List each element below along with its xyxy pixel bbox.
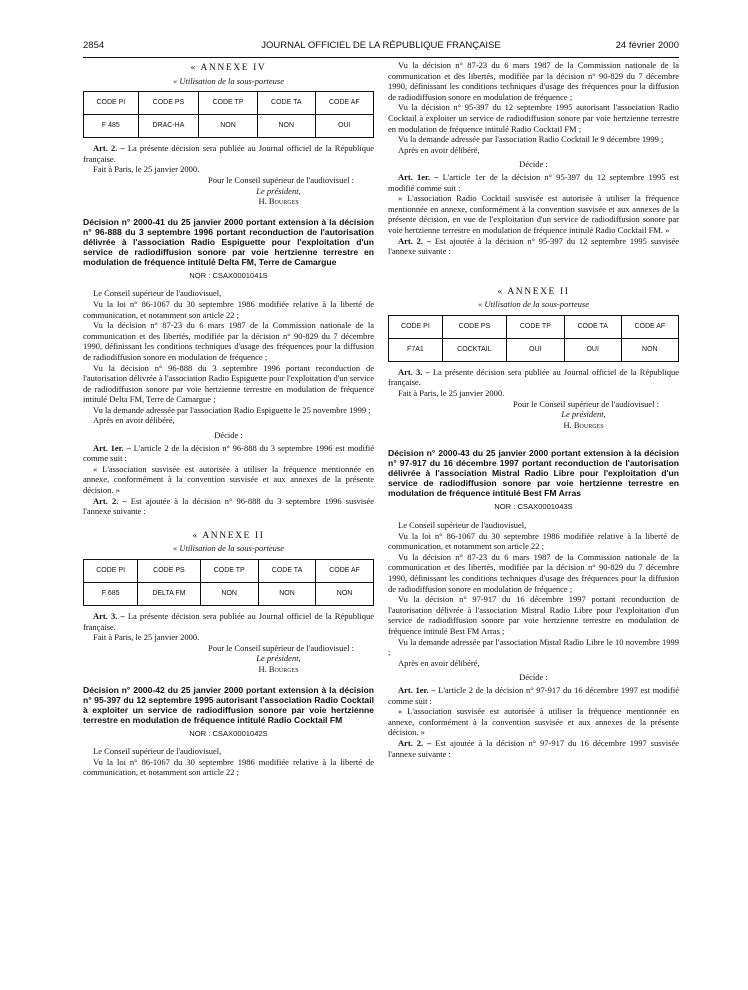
annex-subtitle: « Utilisation de la sous-porteuse bbox=[173, 75, 284, 86]
annex-ii-title: « ANNEXE II bbox=[192, 530, 265, 541]
nor-reference: NOR : CSAX0001042S bbox=[189, 728, 268, 738]
fait-a-paris: Fait à Paris, le 25 janvier 2000. bbox=[93, 164, 200, 175]
article-2: Art. 2. – Est ajoutée à la décision n° 96-888 du 3 septembre 1996 susvisée l'annexe suivante : bbox=[83, 495, 374, 517]
article-3: Art. 3. – La présente décision sera publiée au Journal officiel de la République française. bbox=[388, 366, 679, 388]
annex-ii-table bbox=[388, 315, 679, 362]
annex-subtitle: « Utilisation de la sous-porteuse bbox=[478, 299, 589, 310]
article-1: Art. 1er. – L'article 1er de la décision n° 95-397 du 12 septembre 1995 est modifié comme suit : bbox=[388, 171, 680, 193]
table-row: F 485 DRAC-HA NON NON OUI bbox=[84, 115, 374, 138]
table-row: F7A1 COCKTAIL OUI OUI NON bbox=[389, 338, 679, 361]
article-1: Art. 1er. – L'article 2 de la décision n° 97-917 du 16 décembre 1997 est modifié comme suit : bbox=[388, 684, 680, 706]
signature-block: Pour le Conseil supérieur de l'audiovisuel : Le président, H. Bourges bbox=[207, 642, 354, 674]
table-header-row: CODE PI CODE PS CODE TP CODE TA CODE AF bbox=[84, 92, 374, 115]
annex-iv-title: « ANNEXE IV bbox=[190, 63, 267, 73]
decide-heading: Décide : bbox=[214, 430, 243, 441]
header-rule bbox=[83, 57, 679, 58]
decide-heading: Décide : bbox=[519, 672, 548, 683]
annex-ii-title: « ANNEXE II bbox=[497, 286, 570, 297]
article-2: Art. 2. – Est ajoutée à la décision n° 97-917 du 16 décembre 1997 susvisée l'annexe suivante : bbox=[388, 737, 680, 759]
page-header bbox=[83, 40, 679, 54]
article-1: Art. 1er. – L'article 2 de la décision n° 96-888 du 3 septembre 1996 est modifié comme suit : bbox=[83, 442, 375, 464]
decision-2000-43-title: Décision n° 2000-43 du 25 janvier 2000 portant extension à la décision n° 97-917 du 16 décembre 1997 portant reconduction de l'autorisation délivrée à l'association Mistral Radio Libre pour l'exploitation d'un service de radiodiffusion sonore par voie hertzienne terrestre en modulation de fréquence intitulé Best FM Arras bbox=[388, 448, 679, 499]
article-2: Art. 2. – La présente décision sera publiée au Journal officiel de la République française. bbox=[83, 143, 374, 164]
left-column: « ANNEXE IV « Utilisation de la sous-porteuse CODE PI CODE PS CODE TP CODE TA CODE AF F 485 DRAC-HA NON NON OUI Art. 2. – La présente décision sera publiée au Journal officiel de la République française. Fait à Paris, le 25 janvier 2000. Pour le Conseil supérieur de l'audiovisuel : Le président, H. Bourges Décision n° 2000-41 du 25 janvier 2000 portant extension à la décision n° 96-888 du 3 septembre 1996 portant reconduction de l'autorisation délivrée à l'association Radio Espiguette pour l'exploitation d'un service de radiodiffusion sonore par voie hertzienne terrestre en modulation de fréquence intitulé Delta FM, Terre de Camargue NOR : CSAX0001041S Le Conseil supérieur de l'audiovisuel, Vu la loi n° 86-1067 du 30 septembre 1986 modifiée relative à la liberté de communication, et notamment son article 22 ; Vu la décision n° 87-23 du 6 mars 1987 de la Commission nationale de la communication et des libertés, modifiée par la décision n° 90-829 du 7 décembre 1990, définissant les conditions techniques d'usage des fréquences pour la diffusion de radiodiffusion sonore en modulation de fréquence ; Vu la décision n° 96-888 du 3 septembre 1996 portant reconduction de l'autorisation délivrée à l'association Radio Espiguette pour l'exploitation d'un service de radiodiffusion sonore par voie hertzienne terrestre en modulation de fréquence intitulé Delta FM, Terre de Camargue ; Vu la demande adressée par l'association Radio Espiguette le 25 novembre 1999 ; Après en avoir délibéré, Décide : Art. 1er. – L'article 2 de la décision n° 96-888 du 3 septembre 1996 est modifié comme suit : « L'association susvisée est autorisée à utiliser la fréquence mentionnée en annexe, conformément à la convention susvisée et aux annexes de la présente décision. » Art. 2. – Est ajoutée à la décision n° 96-888 du 3 septembre 1996 susvisée l'annexe suivante : « ANNEXE II « Utilisation de la sous-porteuse CODE PI CODE PS CODE TP CODE TA CODE AF F 685 DELTA FM NON NON NON Art. 3. – La présente décision sera publiée au Journal officiel de la République française. Fait à Paris, le 25 janvier 2000. Pour le Conseil supérieur de l'audiovisuel : Le président, H. Bourges Décision n° 2000-42 du 25 janvier 2000 portant extension à la décision n° 95-397 du 12 septembre 1995 autorisant l'association Radio Cocktail à exploiter un service de radiodiffusion sonore par voie hertzienne terrestre en modulation de fréquence intitulé Radio Cocktail FM NOR : CSAX0001042S Le Conseil supérieur de l'audiovisuel, Vu la loi n° 86-1067 du 30 septembre 1986 modifiée relative à la liberté de communication, et notamment son article 22 ; bbox=[83, 63, 375, 778]
article-3: Art. 3. – La présente décision sera publiée au Journal officiel de la République française. bbox=[83, 611, 374, 632]
signature-block: Pour le Conseil supérieur de l'audiovisuel : Le président, H. Bourges bbox=[512, 398, 659, 430]
table-row: F 685 DELTA FM NON NON NON bbox=[84, 583, 374, 606]
annex-ii-table bbox=[83, 559, 374, 606]
decide-heading: Décide : bbox=[519, 159, 548, 170]
annex-iv-table bbox=[83, 91, 374, 138]
article-2: Art. 2. – Est ajoutée à la décision n° 95-397 du 12 septembre 1995 susvisée l'annexe suivante : bbox=[388, 235, 679, 257]
right-column: Vu la décision n° 87-23 du 6 mars 1987 de la Commission nationale de la communication et des libertés, modifiée par la décision n° 90-829 du 7 décembre 1990, définissant les conditions techniques d'usage des fréquences pour la diffusion de radiodiffusion sonore en modulation de fréquence ; Vu la décision n° 95-397 du 12 septembre 1995 autorisant l'association Radio Cocktail à exploiter un service de radiodiffusion sonore par voie hertzienne terrestre en modulation de fréquence intitulé Radio Cocktail FM ; Vu la demande adressée par l'association Radio Cocktail le 9 décembre 1999 ; Après en avoir délibéré, Décide : Art. 1er. – L'article 1er de la décision n° 95-397 du 12 septembre 1995 est modifié comme suit : « L'association Radio Cocktail susvisée est autorisée à utiliser la fréquence mentionnée en annexe, conformément à la convention susvisée et aux annexes de la présente décision, en vue de l'exploitation d'un service de radiodiffusion sonore par voie hertzienne terrestre en modulation de fréquence intitulé Radio Cocktail FM. » Art. 2. – Est ajoutée à la décision n° 95-397 du 12 septembre 1995 susvisée l'annexe suivante : « ANNEXE II « Utilisation de la sous-porteuse CODE PI CODE PS CODE TP CODE TA CODE AF F7A1 COCKTAIL OUI OUI NON Art. 3. – La présente décision sera publiée au Journal officiel de la République française. Fait à Paris, le 25 janvier 2000. Pour le Conseil supérieur de l'audiovisuel : Le président, H. Bourges Décision n° 2000-43 du 25 janvier 2000 portant extension à la décision n° 97-917 du 16 décembre 1997 portant reconduction de l'autorisation délivrée à l'association Mistral Radio Libre pour l'exploitation d'un service de radiodiffusion sonore par voie hertzienne terrestre en modulation de fréquence intitulé Best FM Arras NOR : CSAX0001043S Le Conseil supérieur de l'audiovisuel, Vu la loi n° 86-1067 du 30 septembre 1986 modifiée relative à la liberté de communication, et notamment son article 22 ; Vu la décision n° 87-23 du 6 mars 1987 de la Commission nationale de la communication et des libertés, modifiée par la décision n° 90-829 du 7 décembre 1990, définissant les conditions techniques d'usage des fréquences pour la diffusion de radiodiffusion sonore en modulation de fréquence ; Vu la décision n° 97-917 du 16 décembre 1997 portant reconduction de l'autorisation délivrée à l'association Mistral Radio Libre pour l'exploitation d'un service de radiodiffusion sonore par voie hertzienne terrestre en modulation de fréquence intitulé Best FM Arras ; Vu la demande adressée par l'association Mistal Radio Libre le 10 novembre 1999 ; Après en avoir délibéré, Décide : Art. 1er. – L'article 2 de la décision n° 97-917 du 16 décembre 1997 est modifié comme suit : « L'association susvisée est autorisée à utiliser la fréquence mentionnée en annexe, conformément à la convention susvisée et aux annexes de la présente décision. » Art. 2. – Est ajoutée à la décision n° 97-917 du 16 décembre 1997 susvisée l'annexe suivante : bbox=[388, 60, 680, 759]
issue-date: 24 février 2000 bbox=[615, 40, 679, 51]
decision-2000-41-title: Décision n° 2000-41 du 25 janvier 2000 portant extension à la décision n° 96-888 du 3 septembre 1996 portant reconduction de l'autorisation délivrée à l'association Radio Espiguette pour l'exploitation d'un service de radiodiffusion sonore par voie hertzienne terrestre en modulation de fréquence intitulé Delta FM, Terre de Camargue bbox=[83, 216, 374, 267]
nor-reference: NOR : CSAX0001043S bbox=[494, 502, 573, 512]
decision-2000-42-title: Décision n° 2000-42 du 25 janvier 2000 portant extension à la décision n° 95-397 du 12 septembre 1995 autorisant l'association Radio Cocktail à exploiter un service de radiodiffusion sonore par voie hertzienne terrestre en modulation de fréquence intitulé Radio Cocktail FM bbox=[83, 684, 374, 725]
signature-block: Pour le Conseil supérieur de l'audiovisuel : Le président, H. Bourges bbox=[207, 174, 354, 207]
nor-reference: NOR : CSAX0001041S bbox=[189, 270, 268, 280]
table-header-row: CODE PI CODE PS CODE TP CODE TA CODE AF bbox=[389, 315, 679, 338]
annex-subtitle: « Utilisation de la sous-porteuse bbox=[173, 543, 284, 554]
page-number: 2854 bbox=[83, 40, 105, 51]
journal-title: JOURNAL OFFICIEL DE LA RÉPUBLIQUE FRANÇAISE bbox=[261, 40, 501, 51]
table-header-row: CODE PI CODE PS CODE TP CODE TA CODE AF bbox=[84, 560, 374, 583]
